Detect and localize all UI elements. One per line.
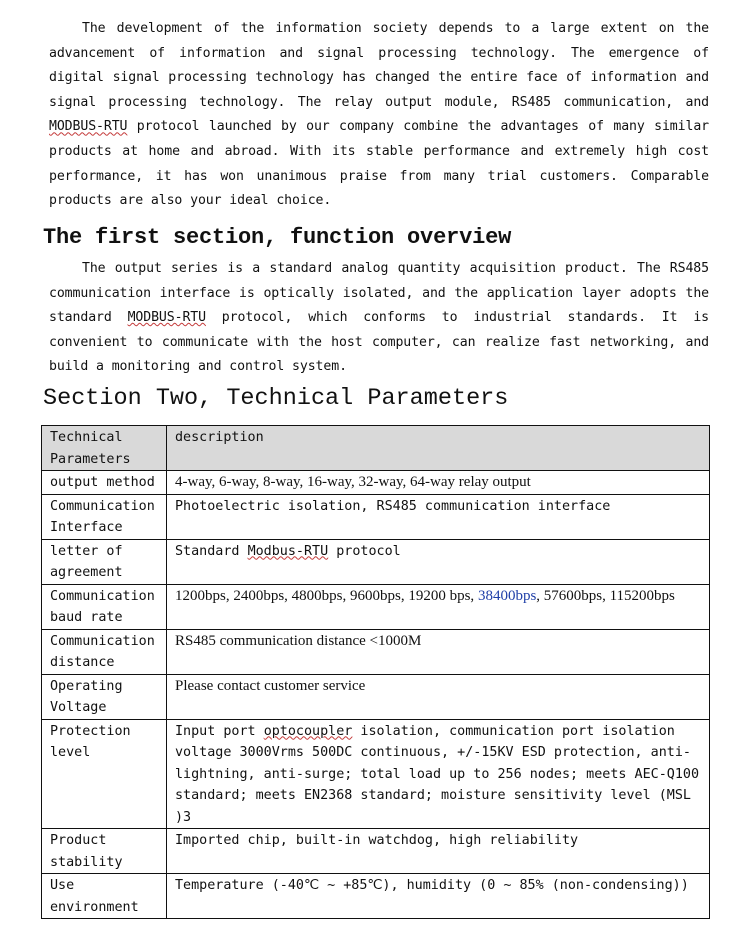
param-cell: Communication baud rate [42, 584, 167, 629]
param-cell: Communication Interface [42, 494, 167, 539]
desc-term: Modbus-RTU [247, 543, 329, 559]
desc-text: protocol [328, 543, 401, 559]
param-cell: Operating Voltage [42, 674, 167, 719]
table-row [42, 584, 710, 629]
section2-heading: Section Two, Technical Parameters [43, 385, 509, 412]
table-row [42, 629, 710, 674]
param-cell: Protection level [42, 719, 167, 829]
desc-highlight: 38400bps [477, 587, 537, 604]
desc-cell: Temperature (-40℃ ~ +85℃), humidity (0 ~ 85% (non-condensing)) [167, 874, 710, 919]
intro-term-modbus: MODBUS-RTU [49, 119, 128, 135]
table-row [42, 494, 710, 539]
table-row [42, 719, 710, 829]
table-row [42, 471, 710, 495]
header-desc-cell: description [167, 426, 710, 471]
table-row [42, 674, 710, 719]
param-cell: letter of agreement [42, 539, 167, 584]
desc-text: Standard [175, 543, 248, 559]
parameters-table [41, 425, 710, 919]
param-cell: Communication distance [42, 629, 167, 674]
param-cell: Use environment [42, 874, 167, 919]
section1-text-b: protocol, which conforms to industrial standards. It is convenient to communicate with the host computer, can realize fast networking, and build a monitoring and control system. [49, 310, 709, 375]
section1-heading: The first section, function overview [43, 225, 512, 250]
desc-cell [167, 584, 710, 629]
desc-text: 1200bps, 2400bps, 4800bps, 9600bps, 19200 bps, [175, 587, 478, 604]
desc-cell: Please contact customer service [167, 674, 710, 719]
desc-cell: 4-way, 6-way, 8-way, 16-way, 32-way, 64-way relay output [167, 471, 710, 495]
table-row [42, 539, 710, 584]
section1-text-a: The output series is a standard analog quantity acquisition product. The RS485 communication interface is optically isolated, and the application layer adopts the standard [49, 261, 709, 326]
param-cell: output method [42, 471, 167, 495]
desc-cell [167, 719, 710, 829]
section1-paragraph [49, 257, 709, 380]
table-row [42, 829, 710, 874]
table-row [42, 874, 710, 919]
desc-text: Input port [175, 723, 264, 739]
desc-text: isolation, communication port isolation voltage 3000Vrms 500DC continuous, +/-15KV ESD protection, anti-lightning, anti-surge; total load up to 256 nodes; meets AEC-Q100 standard; meets EN2368 standard; moisture sensitivity level (MSL )3 [175, 723, 700, 825]
param-cell: Product stability [42, 829, 167, 874]
desc-text: , 57600bps, 115200bps [536, 587, 675, 604]
desc-cell: RS485 communication distance <1000M [167, 629, 710, 674]
desc-cell [167, 539, 710, 584]
table-header-row [42, 426, 710, 471]
intro-text-a: The development of the information society depends to a large extent on the advancement of information and signal processing technology. The emergence of digital signal processing technology has changed the entire face of information and signal processing technology. The relay output module, RS485 communication, and [49, 21, 709, 110]
desc-cell: Imported chip, built-in watchdog, high reliability [167, 829, 710, 874]
desc-term: optocoupler [263, 723, 353, 739]
intro-paragraph [49, 17, 709, 214]
section1-term-modbus: MODBUS-RTU [127, 310, 206, 326]
desc-cell: Photoelectric isolation, RS485 communication interface [167, 494, 710, 539]
intro-text-b: protocol launched by our company combine the advantages of many similar products at home and abroad. With its stable performance and extremely high cost performance, it has won unanimous praise from many trial customers. Comparable products are also your ideal choice. [49, 119, 709, 209]
header-param-cell: Technical Parameters [42, 426, 167, 471]
